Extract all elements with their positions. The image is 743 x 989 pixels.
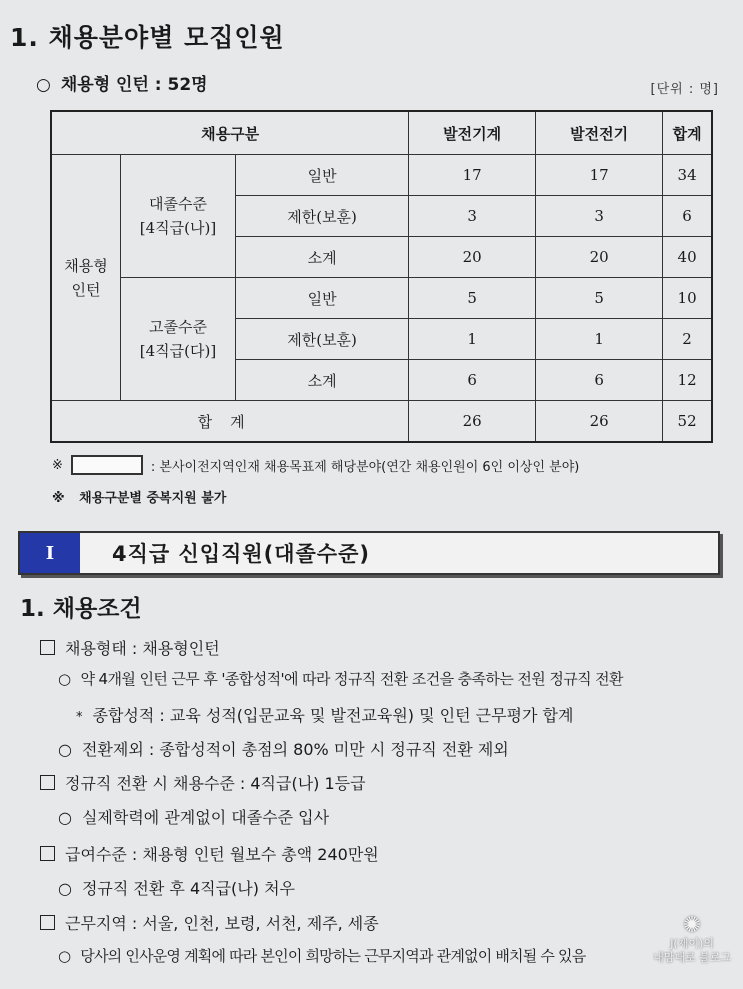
type-cell: 제한(보훈) — [236, 319, 409, 360]
recruitment-table — [50, 110, 713, 443]
sum-cell: 34 — [663, 155, 712, 196]
list-item: * 종합성적 : 교육 성적(입문교육 및 발전교육원) 및 인턴 근무평가 합계 — [76, 706, 574, 725]
list-item: 정규직 전환 시 채용수준 : 4직급(나) 1등급 — [40, 771, 366, 794]
mech-cell: 3 — [409, 196, 536, 237]
type-cell: 일반 — [236, 155, 409, 196]
elec-cell: 3 — [536, 196, 663, 237]
circle-bullet-icon: ○ — [58, 947, 71, 965]
list-item: 근무지역 : 서울, 인천, 보령, 서천, 제주, 세종 — [40, 911, 379, 934]
mech-cell: 5 — [409, 278, 536, 319]
header-sum: 합계 — [663, 111, 712, 155]
section-title: 4직급 신입직원(대졸수준) — [112, 542, 370, 566]
list-item: 채용형태 : 채용형인턴 — [40, 636, 220, 659]
intern-total-heading: ○ 채용형 인턴 : 52명 — [36, 75, 208, 95]
circle-bullet-icon: ○ — [58, 879, 72, 898]
circle-bullet-icon: ○ — [58, 670, 71, 688]
note-no-duplicate — [52, 487, 226, 506]
list-item: ○ 정규직 전환 후 4직급(나) 처우 — [58, 879, 295, 898]
conditions-heading: 1. 채용조건 — [20, 596, 142, 622]
reference-mark: ※ — [52, 491, 65, 506]
note-text: 채용구분별 중복지원 불가 — [79, 491, 227, 506]
checkbox-square-icon — [40, 846, 55, 861]
sum-cell: 40 — [663, 237, 712, 278]
blog-watermark: ✺ J(제이)의 내맘대로 블로그 — [653, 913, 731, 964]
asterisk-icon: * — [76, 710, 83, 725]
list-item: ○ 당사의 인사운영 계획에 따라 본인이 희망하는 근무지역과 관계없이 배치될 수 있음 — [58, 947, 586, 965]
reference-mark: ※ — [52, 457, 63, 473]
group-label: 채용형 인턴 — [51, 155, 121, 401]
level-label: 고졸수준 [4직급(다)] — [121, 278, 236, 401]
sum-cell: 6 — [663, 196, 712, 237]
level-label: 대졸수준 [4직급(나)] — [121, 155, 236, 278]
type-cell: 일반 — [236, 278, 409, 319]
total-sum: 52 — [663, 401, 712, 443]
elec-cell: 5 — [536, 278, 663, 319]
total-elec: 26 — [536, 401, 663, 443]
header-elec: 발전전기 — [536, 111, 663, 155]
header-mech: 발전기계 — [409, 111, 536, 155]
elec-cell: 1 — [536, 319, 663, 360]
total-label: 합계 — [51, 401, 409, 443]
note-text: : 본사이전지역인재 채용목표제 해당분야(연간 채용인원이 6인 이상인 분야) — [150, 459, 580, 475]
list-item: ○ 약 4개월 인턴 근무 후 '종합성적'에 따라 정규직 전환 조건을 충족하는 전원 정규직 전환 — [58, 670, 623, 688]
note-target-regions — [52, 455, 579, 475]
page-title: 1. 채용분야별 모집인원 — [10, 23, 285, 52]
list-item: ○ 실제학력에 관계없이 대졸수준 입사 — [58, 808, 330, 827]
circle-bullet-icon: ○ — [36, 75, 51, 95]
list-item: 급여수준 : 채용형 인턴 월보수 총액 240만원 — [40, 842, 379, 865]
mech-cell: 1 — [409, 319, 536, 360]
elec-cell: 20 — [536, 237, 663, 278]
sum-cell: 2 — [663, 319, 712, 360]
type-cell: 제한(보훈) — [236, 196, 409, 237]
list-item: ○ 전환제외 : 종합성적이 총점의 80% 미만 시 정규직 전환 제외 — [58, 740, 509, 759]
section-number: I — [20, 533, 80, 573]
elec-cell: 17 — [536, 155, 663, 196]
table-row — [51, 278, 712, 319]
total-mech: 26 — [409, 401, 536, 443]
circle-bullet-icon: ○ — [58, 740, 72, 759]
header-category: 채용구분 — [51, 111, 409, 155]
mech-cell: 17 — [409, 155, 536, 196]
mech-cell: 20 — [409, 237, 536, 278]
elec-cell: 6 — [536, 360, 663, 401]
section-header — [18, 531, 720, 575]
table-header-row — [51, 111, 712, 155]
type-cell: 소계 — [236, 360, 409, 401]
legend-box — [71, 455, 143, 475]
sum-cell: 10 — [663, 278, 712, 319]
checkbox-square-icon — [40, 915, 55, 930]
table-row — [51, 155, 712, 196]
table-total-row — [51, 401, 712, 443]
circle-bullet-icon: ○ — [58, 808, 72, 827]
checkbox-square-icon — [40, 775, 55, 790]
type-cell: 소계 — [236, 237, 409, 278]
sum-cell: 12 — [663, 360, 712, 401]
unit-label: [단위 : 명] — [650, 82, 719, 97]
mech-cell: 6 — [409, 360, 536, 401]
checkbox-square-icon — [40, 640, 55, 655]
sparkle-icon: ✺ — [682, 913, 702, 938]
